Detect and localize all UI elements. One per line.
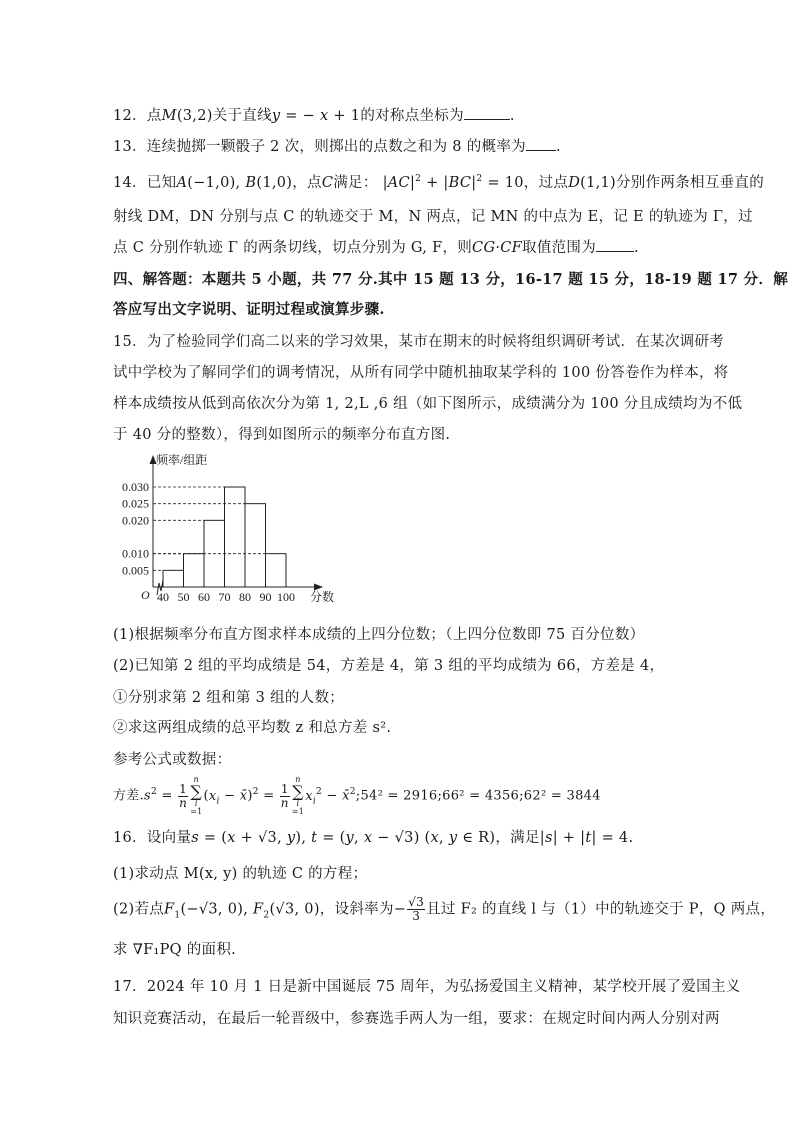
question-16-line-1: 16．设向量s = (x + √3, y), t = (y, x − √3) (x, y ∈ R)，满足|s| + |t| = 4. — [113, 830, 634, 846]
question-15-line-2: 试中学校为了解同学们的调考情况，从所有同学中随机抽取某学科的 100 份答卷作为样本，将 — [113, 365, 729, 381]
histogram-bar — [245, 504, 266, 587]
histogram-bar — [266, 554, 287, 587]
question-15-line-3: 样本成绩按从低到高依次分为第 1, 2,L ,6 组（如下图所示，成绩满分为 100 分且成绩均为不低 — [113, 396, 743, 412]
x-tick-label: 70 — [218, 590, 231, 604]
question-16-part-2: (2)若点$F_1(-√3$, 0), $F_2(√3$, 0)，设斜率为− $\frac{√3}{3}$ 且过 F₂ 的直线 l 与（1）中的轨迹交于 P，Q 两点， — [113, 895, 776, 923]
y-tick-label: 0.030 — [122, 480, 149, 494]
section-heading-cont: 答应写出文字说明、证明过程或演算步骤. — [113, 301, 385, 318]
question-15-part-2a: ①分别求第 2 组和第 3 组的人数； — [113, 690, 345, 706]
question-16-part-2-cont: 求 ∇F₁PQ 的面积. — [113, 942, 237, 958]
x-axis-label: 分数 — [310, 590, 335, 604]
question-15-part-2b: ②求这两组成绩的总平均数 z 和总方差 s². — [113, 720, 392, 736]
chart-bars — [153, 487, 286, 587]
question-17-line-2: 知识竞赛活动，在最后一轮晋级中，参赛选手两人为一组，要求：在规定时间内两人分别对两 — [113, 1011, 720, 1027]
answer-blank[interactable] — [526, 149, 556, 151]
y-tick-label: 0.010 — [122, 546, 149, 561]
math-line: y — [271, 108, 281, 124]
reference-label: 参考公式或数据： — [113, 752, 232, 768]
y-tick-label: 0.020 — [122, 513, 149, 528]
histogram-bar — [184, 554, 205, 587]
question-14-line-3: 点 C 分别作轨迹 Γ 的两条切线，切点分别为 G, F，则CG·CF取值范围为 . — [113, 240, 639, 256]
x-tick-label: 80 — [239, 590, 251, 604]
question-15-part-2: (2)已知第 2 组的平均成绩是 54，方差是 4，第 3 组的平均成绩为 66，方差是 4， — [113, 658, 665, 674]
chart-labels — [122, 452, 334, 604]
question-15-part-1: (1)根据频率分布直方图求样本成绩的上四分位数；（上四分位数即 75 百分位数） — [113, 627, 645, 643]
question-16-part-1: (1)求动点 M(x, y) 的轨迹 C 的方程； — [113, 866, 368, 882]
question-14-line-1: 14．已知A(−1,0), B(1,0)，点C满足： $|AC|^2 + |BC|^2 = 10$，过点D(1,1)分别作两条相互垂直的 — [113, 174, 764, 191]
y-tick-label: 0.005 — [122, 563, 149, 578]
frequency-histogram — [113, 452, 353, 612]
x-tick-label: 40 — [157, 590, 169, 604]
question-12: 12．点M(3,2)关于直线y = − x + 1的对称点坐标为 . — [113, 108, 515, 124]
x-tick-label: 90 — [259, 590, 272, 604]
question-14-line-2: 射线 DM，DN 分别与点 C 的轨迹交于 M，N 两点，记 MN 的中点为 E，记 E 的轨迹为 Γ，过 — [113, 209, 753, 225]
histogram-bar — [163, 570, 184, 587]
histogram-bar — [225, 487, 246, 587]
question-15-line-4: 于 40 分的整数），得到如图所示的频率分布直方图. — [113, 427, 451, 443]
answer-blank[interactable] — [596, 250, 634, 252]
x-tick-label: 50 — [177, 590, 190, 604]
question-13: 13．连续抛掷一颗骰子 2 次，则掷出的点数之和为 8 的概率为 . — [113, 139, 561, 155]
x-tick-label: 60 — [198, 590, 210, 604]
math-dot-product: CG — [472, 240, 496, 256]
x-tick-label: 100 — [277, 590, 295, 604]
math-points-ab: A — [176, 175, 188, 191]
variance-formula: 方差$.s^2$ = $\frac{1}{n}$ n ∑ i =1 ($x_i$ − x̄)$^2$ = $\frac{1}{n}$ n ∑ i =1 $x_i^2$ − x̄$^2$;54² = 2916;66² = 4356;62² = 3844 — [113, 775, 601, 816]
y-tick-label: 0.025 — [122, 496, 149, 511]
question-17-line-1: 17．2024 年 10 月 1 日是新中国诞辰 75 周年，为弘扬爱国主义精神，某学校开展了爱国主义 — [113, 979, 741, 995]
origin-label: O — [141, 588, 150, 602]
answer-blank[interactable] — [464, 118, 510, 120]
question-15-line-1: 15．为了检验同学们高二以来的学习效果，某市在期末的时候将组织调研考试．在某次调研考 — [113, 334, 725, 350]
math-point-m: M — [161, 108, 177, 124]
section-heading: 四、解答题：本题共 5 小题，共 77 分.其中 15 题 13 分，16-17 题 15 分，18-19 题 17 分．解 — [113, 271, 789, 288]
y-axis-label: 频率/组距 — [156, 453, 208, 467]
chart-axes — [150, 455, 324, 595]
